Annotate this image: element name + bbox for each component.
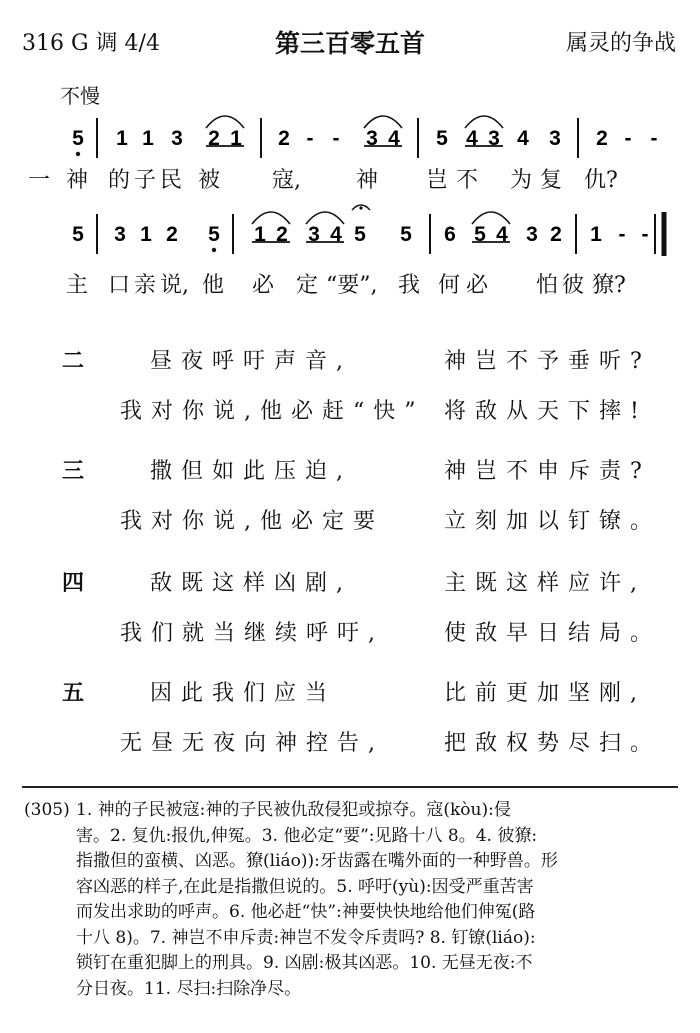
hymn-number-key: 316 G 调 4/4 — [22, 31, 160, 56]
verse-line: 立刻加以钉镣。 — [444, 509, 662, 534]
lyric-syllable: 怕 — [536, 273, 559, 298]
row2-note: 3 — [114, 223, 126, 246]
verse-number: 五 — [62, 681, 85, 706]
lyric-syllable: 寇, — [272, 168, 301, 193]
footnote-line: 而发出求助的呼声。6. 他必赶“快”:神要快快地给他们伸冤(路 — [76, 902, 536, 922]
verse-line: 神岂不予垂听? — [444, 349, 651, 374]
row1-note: - — [332, 127, 340, 150]
footnote-line: 十八 8)。7. 神岂不申斥责:神岂不发令斥责吗? 8. 钉镣(liáo): — [76, 927, 536, 948]
lyric-syllable: 彼 — [562, 273, 585, 298]
row1-note: 5 — [436, 127, 448, 150]
lyric-syllable: 子 — [134, 168, 157, 193]
fermata-icon — [352, 205, 370, 210]
lyric-syllable: “要”, — [326, 273, 378, 298]
lyric-syllable: 说, — [160, 273, 189, 298]
verse-line: 因此我们应当 — [150, 681, 337, 706]
row2-note: 4 — [330, 223, 342, 246]
hymn-category: 属灵的争战 — [565, 31, 676, 56]
verse-number: 四 — [62, 571, 85, 596]
verse-line: 主既这样应许, — [444, 571, 646, 596]
row1-note: 3 — [366, 127, 378, 150]
row1-note: 2 — [208, 127, 220, 150]
verse-line: 我对你说,他必定要 — [120, 509, 384, 534]
lyric-syllable: 我 — [398, 273, 421, 298]
verse-line: 将敌从天下摔! — [444, 399, 648, 424]
row1-note: 3 — [549, 127, 561, 150]
tempo-marking: 不慢 — [60, 84, 100, 108]
lyric-syllable: 亲 — [134, 273, 157, 298]
row1-note: 1 — [116, 127, 128, 150]
row1-note: 3 — [488, 127, 500, 150]
row1-note: - — [650, 127, 658, 150]
row2-note: 6 — [444, 223, 456, 246]
verse-line: 敌既这样凶剧, — [150, 571, 352, 596]
footnote-line: 害。2. 复仇:报仇,伸冤。3. 他必定“要”:见路十八 8。4. 彼獠: — [76, 825, 538, 846]
lyric-syllable: 必 — [252, 273, 275, 298]
row2-note: 1 — [254, 223, 266, 246]
verse-number: 三 — [62, 459, 85, 484]
row2-note: - — [641, 223, 649, 246]
row2-note: 5 — [208, 223, 220, 246]
verse-line: 撒但如此压迫, — [150, 459, 352, 484]
lyric-syllable: 复 — [540, 168, 563, 193]
lyric-syllable: 岂 — [426, 168, 449, 193]
lyric-syllable: 被 — [198, 168, 221, 193]
row2-note: 1 — [140, 223, 152, 246]
lyric-syllable: 何 — [438, 273, 461, 298]
row2-note: 5 — [354, 223, 366, 246]
row1-note: - — [624, 127, 632, 150]
row1-note: - — [306, 127, 314, 150]
lyric-syllable: 为 — [510, 168, 533, 193]
lyric-syllable: 必 — [466, 273, 489, 298]
verse-line: 我对你说,他必赶“快” — [120, 399, 425, 424]
lyric-syllable: 一 — [28, 168, 51, 193]
row1-note: 2 — [278, 127, 290, 150]
hymn-title: 第三百零五首 — [274, 29, 425, 58]
footnote-line: 1. 神的子民被寇:神的子民被仇敌侵犯或掠夺。寇(kòu):侵 — [76, 800, 511, 820]
footnote-label: (305) — [24, 800, 70, 820]
footnote-line: 指撒但的蛮横、凶恶。獠(liáo)):牙齿露在嘴外面的一种野兽。形 — [76, 851, 558, 871]
verse-line: 把敌权势尽扫。 — [444, 731, 662, 756]
verse-line: 昼夜呼吁声音, — [150, 349, 352, 374]
lyric-syllable: 不 — [456, 168, 479, 193]
row2-note: 2 — [550, 223, 562, 246]
row1-note: 4 — [517, 127, 529, 150]
footnote-line: 容凶恶的样子,在此是指撒但说的。5. 呼吁(yù):因受严重苦害 — [76, 876, 534, 897]
row2-note: 1 — [590, 223, 602, 246]
row1-note: 3 — [171, 127, 183, 150]
row2-note: 2 — [276, 223, 288, 246]
row1-note: 4 — [388, 127, 400, 150]
row2-note: 3 — [308, 223, 320, 246]
row2-note: 5 — [72, 223, 84, 246]
row2-note: 5 — [474, 223, 486, 246]
row1-note: 5 — [72, 127, 84, 150]
footnote-line: 分日夜。11. 尽扫:扫除净尽。 — [76, 978, 302, 999]
lyric-syllable: 神 — [66, 168, 89, 193]
row1-note: 1 — [142, 127, 154, 150]
row2-note: 4 — [496, 223, 508, 246]
footnote-divider — [22, 786, 678, 788]
lyric-syllable: 民 — [160, 168, 183, 193]
lyric-syllable: 獠? — [592, 273, 626, 298]
lyric-syllable: 神 — [356, 168, 379, 193]
row1-note: 2 — [596, 127, 608, 150]
verse-line: 使敌早日结局。 — [444, 621, 662, 646]
verse-line: 我们就当继续呼吁, — [120, 621, 384, 646]
verse-number: 二 — [62, 349, 85, 374]
row2-note: - — [618, 223, 626, 246]
row2-note: 3 — [526, 223, 538, 246]
verse-line: 神岂不申斥责? — [444, 459, 651, 484]
footnote-block — [24, 798, 674, 1002]
row1-note: 4 — [466, 127, 478, 150]
score-row-2 — [72, 223, 648, 246]
lyric-syllable: 他 — [202, 273, 225, 298]
lyric-syllable: 主 — [66, 273, 89, 298]
verse-line: 无昼无夜向神控告, — [120, 731, 384, 756]
lyric-syllable: 定 — [296, 273, 319, 298]
lyric-syllable: 仇? — [584, 168, 618, 193]
row2-note: 5 — [400, 223, 412, 246]
row1-note: 1 — [230, 127, 242, 150]
row2-note: 2 — [166, 223, 178, 246]
lyric-syllable: 的 — [108, 168, 131, 193]
footnote-line: 锁钉在重犯脚上的刑具。9. 凶剧:极其凶恶。10. 无昼无夜:不 — [76, 953, 533, 973]
lyric-syllable: 口 — [108, 273, 131, 298]
verse-line: 比前更加坚刚, — [444, 681, 646, 706]
